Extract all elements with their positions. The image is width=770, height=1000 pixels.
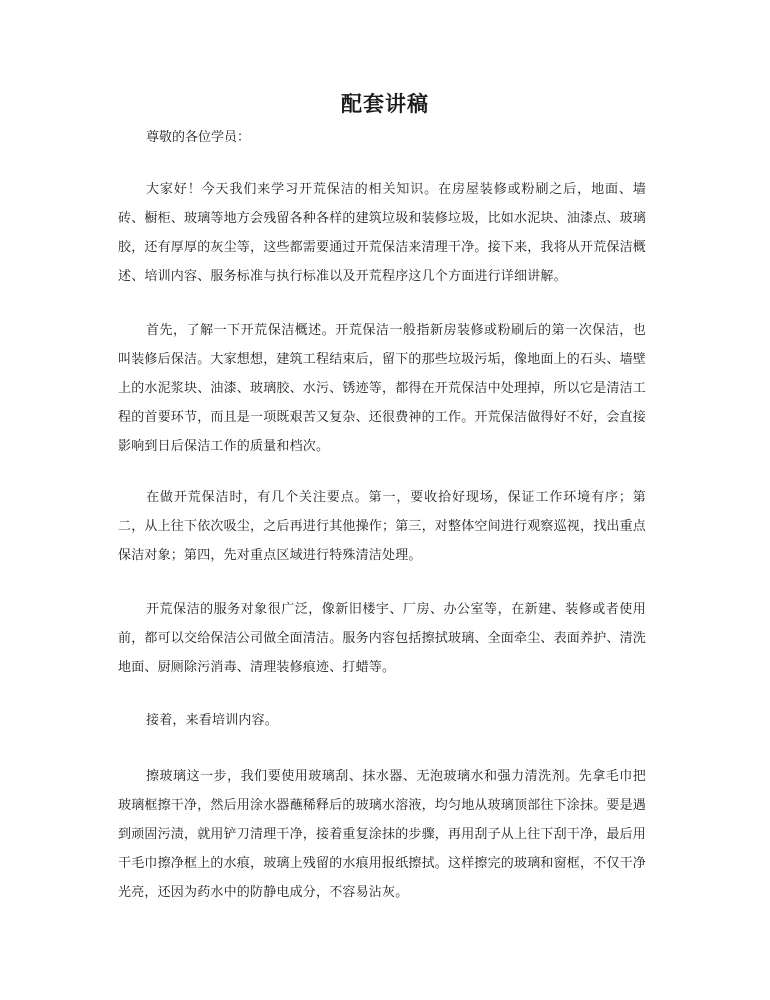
paragraph-key-points: 在做开荒保洁时，有几个关注要点。第一，要收拾好现场，保证工作环境有序；第二，从上往下依次吸尘，之后再进行其他操作；第三，对整体空间进行观察巡视，找出重点保洁对象；第四，先对重点区域进行特殊清洁处理。 bbox=[118, 490, 647, 563]
paragraph-glass-cleaning: 擦玻璃这一步，我们要使用玻璃刮、抹水器、无泡玻璃水和强力清洗剂。先拿毛巾把玻璃框擦干净，然后用涂水器蘸稀释后的玻璃水溶液，均匀地从玻璃顶部往下涂抹。要是遇到顽固污渍，就用铲刀清理干净，接着重复涂抹的步骤，再用刮子从上往下刮干净，最后用干毛巾擦净框上的水痕，玻璃上残留的水痕用报纸擦拭。这样擦完的玻璃和窗框，不仅干净光亮，还因为药水中的防静电成分，不容易沾灰。 bbox=[118, 769, 647, 900]
paragraph-service-scope: 开荒保洁的服务对象很广泛，像新旧楼宇、厂房、办公室等，在新建、装修或者使用前，都可以交给保洁公司做全面清洁。服务内容包括擦拭玻璃、全面牵尘、表面养护、清洗地面、厨厕除污消毒、清理装修痕迹、打蜡等。 bbox=[118, 602, 647, 675]
salutation: 尊敬的各位学员： bbox=[146, 130, 251, 145]
paragraph-training-intro: 接着，来看培训内容。 bbox=[146, 713, 279, 728]
document-title: 配套讲稿 bbox=[341, 91, 429, 116]
paragraph-overview: 首先，了解一下开荒保洁概述。开荒保洁一般指新房装修或粉刷后的第一次保洁，也叫装修后保洁。大家想想，建筑工程结束后，留下的那些垃圾污垢，像地面上的石头、墙壁上的水泥浆块、油漆、玻璃胶、水污、锈迹等，都得在开荒保洁中处理掉，所以它是清洁工程的首要环节，而且是一项既艰苦又复杂、还很费神的工作。开荒保洁做得好不好，会直接影响到日后保洁工作的质量和档次。 bbox=[118, 323, 647, 454]
paragraph-intro: 大家好！今天我们来学习开荒保洁的相关知识。在房屋装修或粉刷之后，地面、墙砖、橱柜、玻璃等地方会残留各种各样的建筑垃圾和装修垃圾，比如水泥块、油漆点、玻璃胶，还有厚厚的灰尘等，这些都需要通过开荒保洁来清理干净。接下来，我将从开荒保洁概述、培训内容、服务标准与执行标准以及开荒程序这几个方面进行详细讲解。 bbox=[118, 182, 647, 284]
